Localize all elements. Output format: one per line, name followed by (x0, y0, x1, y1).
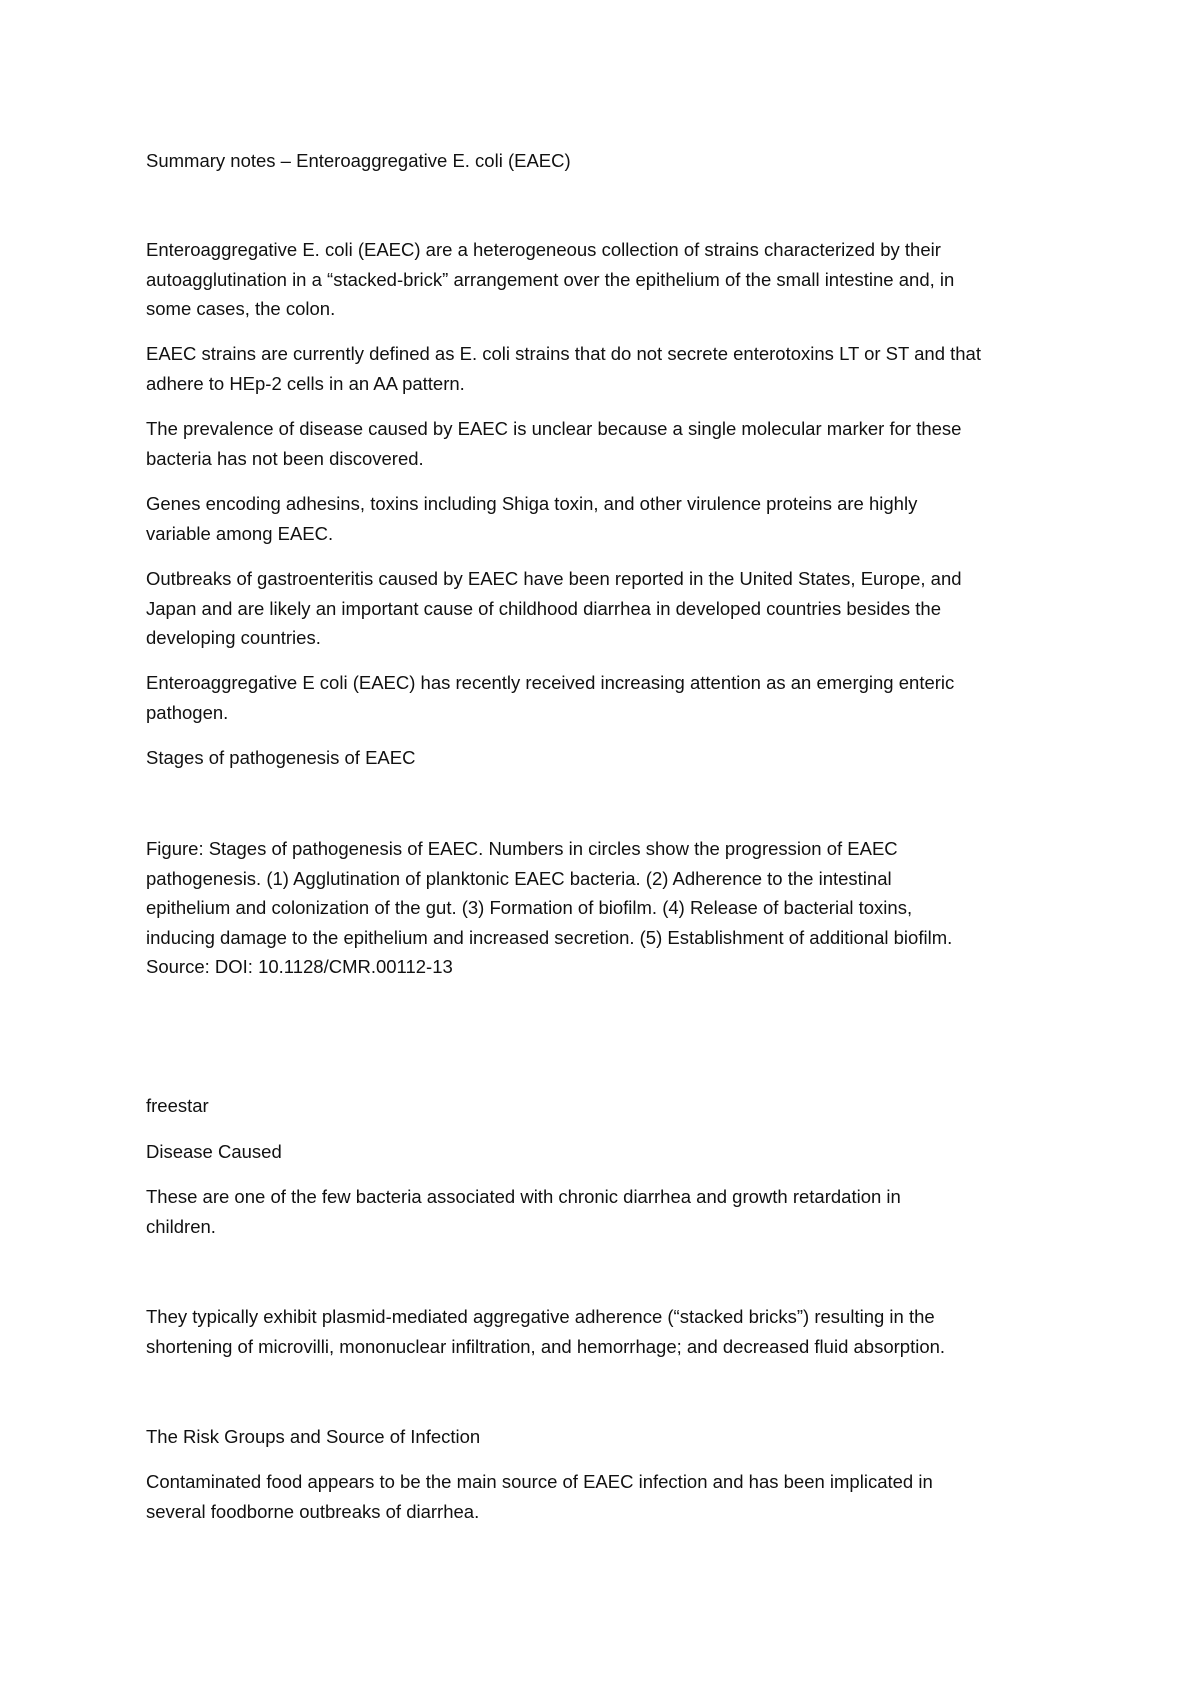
paragraph-genes (146, 489, 1076, 548)
paragraph-emerging-pathogen (146, 668, 1076, 727)
paragraph-line: EAEC strains are currently defined as E. coli strains that do not secrete enterotoxins LT or ST and that (146, 343, 981, 364)
paragraph-line: bacteria has not been discovered. (146, 447, 424, 469)
paragraph-eaec-definition (146, 235, 1076, 324)
heading-risk-groups (146, 1422, 1076, 1452)
paragraph-line: Genes encoding adhesins, toxins including Shiga toxin, and other virulence proteins are highly (146, 493, 918, 514)
paragraph-line: several foodborne outbreaks of diarrhea. (146, 1500, 480, 1522)
paragraph-line: some cases, the colon. (146, 298, 336, 319)
paragraph-line: pathogen. (146, 701, 229, 723)
heading-text: The Risk Groups and Source of Infection (146, 1426, 481, 1447)
caption-line: Figure: Stages of pathogenesis of EAEC. Numbers in circles show the progression of EAEC (146, 838, 898, 859)
paragraph-line: children. (146, 1215, 216, 1237)
paragraph-line: autoagglutination in a “stacked-brick” arrangement over the epithelium of the small intestine and, in (146, 268, 955, 290)
heading-text: Disease Caused (146, 1141, 282, 1162)
paragraph-aggregative-adherence (146, 1302, 1076, 1361)
document-title (146, 146, 1076, 176)
paragraph-line: Contaminated food appears to be the main source of EAEC infection and has been implicated in (146, 1471, 933, 1492)
caption-line: Source: DOI: 10.1128/CMR.00112-13 (146, 956, 453, 977)
paragraph-prevalence (146, 414, 1076, 473)
paragraph-line: Japan and are likely an important cause of childhood diarrhea in developed countries besides the (146, 597, 941, 619)
figure-caption (146, 834, 1076, 982)
caption-line: epithelium and colonization of the gut. (3) Formation of biofilm. (4) Release of bacterial toxins, (146, 897, 913, 918)
caption-line: inducing damage to the epithelium and increased secretion. (5) Establishment of additional biofilm. (146, 926, 953, 948)
caption-line: pathogenesis. (1) Agglutination of planktonic EAEC bacteria. (2) Adherence to the intestinal (146, 867, 892, 889)
freestar-text (146, 1091, 1076, 1121)
heading-stages (146, 743, 1076, 773)
paragraph-line: Enteroaggregative E. coli (EAEC) are a heterogeneous collection of strains characterized by their (146, 239, 941, 260)
paragraph-line: developing countries. (146, 627, 321, 648)
paragraph-line: adhere to HEp-2 cells in an AA pattern. (146, 372, 465, 394)
paragraph-line: The prevalence of disease caused by EAEC is unclear because a single molecular marker for these (146, 418, 962, 439)
paragraph-line: They typically exhibit plasmid-mediated aggregative adherence (“stacked bricks”) resulting in the (146, 1306, 935, 1327)
paragraph-line: Outbreaks of gastroenteritis caused by EAEC have been reported in the United States, Europe, and (146, 568, 962, 589)
paragraph-eaec-strains (146, 339, 1076, 398)
paragraph-line: Enteroaggregative E coli (EAEC) has recently received increasing attention as an emerging enteric (146, 672, 955, 693)
paragraph-line: shortening of microvilli, mononuclear infiltration, and hemorrhage; and decreased fluid absorption. (146, 1335, 946, 1357)
paragraph-contaminated-food (146, 1467, 1076, 1526)
paragraph-line: These are one of the few bacteria associated with chronic diarrhea and growth retardation in (146, 1186, 901, 1207)
paragraph-line: variable among EAEC. (146, 522, 334, 544)
freestar-label: freestar (146, 1095, 209, 1116)
heading-disease-caused (146, 1137, 1076, 1167)
heading-text: Stages of pathogenesis of EAEC (146, 747, 416, 768)
paragraph-outbreaks (146, 564, 1076, 653)
title-text: Summary notes – Enteroaggregative E. coli (EAEC) (146, 150, 571, 171)
paragraph-chronic-diarrhea (146, 1182, 1076, 1241)
